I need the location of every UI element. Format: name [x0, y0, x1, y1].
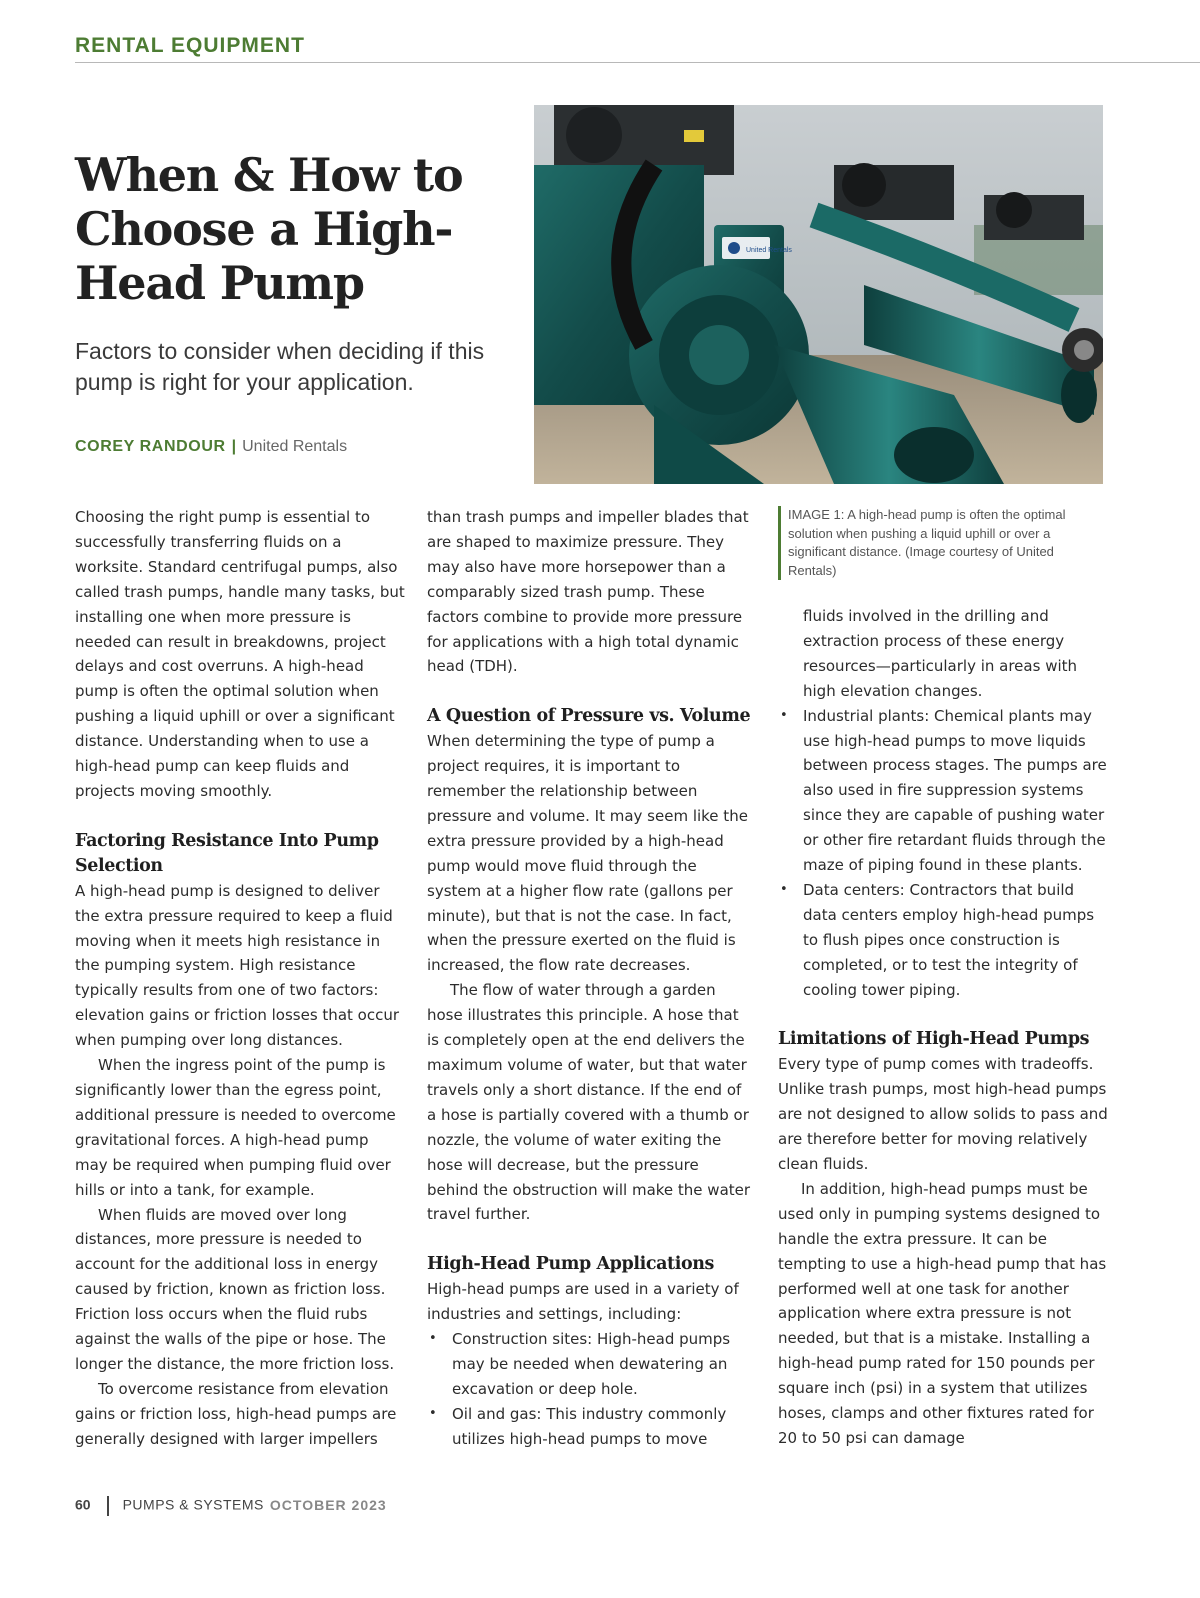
section-heading: High-Head Pump Applications [427, 1254, 714, 1275]
paragraph: than trash pumps and impeller blades that are shaped to maximize pressure. They may also have more horsepower than a comparably sized trash pump. These factors combine to provide more pressure for applications with a high total dynamic head (TDH). [427, 508, 749, 676]
column-1 [75, 505, 405, 1452]
author-name: COREY RANDOUR [75, 438, 226, 455]
bullet-list [778, 604, 1108, 1003]
article-title: When & How to Choose a High-Head Pump [75, 148, 463, 310]
paragraph: Choosing the right pump is essential to successfully transferring fluids on a worksite. Standard centrifugal pumps, also called trash pumps, handle many tasks, but installing one when more pressure is needed can result in breakdowns, project delays and cost overruns. A high-head pump is often the optimal solution when pushing a liquid uphill or over a significant distance. Understanding when to use a high-head pump can keep fluids and projects moving smoothly. [75, 508, 405, 800]
section-heading: A Question of Pressure vs. Volume [427, 706, 751, 727]
section-heading: Limitations of High-Head Pumps [778, 1029, 1090, 1050]
section-heading: Factoring Resistance Into Pump Selection [75, 830, 379, 876]
list-item: • Industrial plants: Chemical plants may use high-head pumps to move liquids between process stages. The pumps are also used in fire suppression systems since they are capable of pushing water or other fire retardant fluids through the maze of piping found in these plants. [778, 704, 1108, 878]
column-2 [427, 505, 752, 1452]
page-footer [75, 1496, 387, 1516]
paragraph: When the ingress point of the pump is significantly lower than the egress point, additional pressure is needed to overcome gravitational forces. A high-head pump may be required when pumping fluid over hills or into a tank, for example. [75, 1056, 396, 1199]
section-label: RENTAL EQUIPMENT [75, 34, 305, 57]
paragraph: In addition, high-head pumps must be used only in pumping systems designed to handle the extra pressure. It can be tempting to use a high-head pump that has performed well at one task for another application where extra pressure is not needed, but that is a mistake. Installing a high-head pump rated for 150 pounds per square inch (psi) in a system that utilizes hoses, clamps and other fixtures rated for 20 to 50 psi can damage [778, 1179, 1107, 1447]
paragraph: A high-head pump is designed to deliver the extra pressure required to keep a fluid moving when it meets high resistance in the pumping system. High resistance typically results from one of two factors: elevation gains or friction losses that occur when pumping over long distances. [75, 881, 400, 1050]
bullet-list [427, 1327, 752, 1452]
byline [75, 438, 347, 456]
list-item: • Data centers: Contractors that build data centers employ high-head pumps to flush pipes once construction is completed, or to test the integrity of cooling tower piping. [778, 878, 1108, 1003]
paragraph: High-head pumps are used in a variety of industries and settings, including: [427, 1280, 739, 1324]
list-item-continued: fluids involved in the drilling and extraction process of these energy resources—particularly in areas with high elevation changes. [803, 607, 1078, 700]
badge-text: United Rentals [746, 247, 792, 254]
paragraph: The flow of water through a garden hose illustrates this principle. A hose that is completely open at the end delivers the maximum volume of water, but that water travels only a short distance. If the end of a hose is partially covered with a thumb or nozzle, the volume of water exiting the hose will decrease, but the pressure behind the obstruction will make the water travel further. [427, 981, 751, 1224]
paragraph: When determining the type of pump a project requires, it is important to remember the relationship between pressure and volume. It may seem like the extra pressure provided by a high-head pump would move fluid through the system at a higher flow rate (gallons per minute), but that is not the case. In fact, when the pressure exerted on the fluid is increased, the flow rate decreases. [427, 732, 748, 975]
column-3 [778, 604, 1108, 1451]
magazine-name: PUMPS & SYSTEMS [122, 1496, 264, 1513]
byline-separator: | [231, 438, 237, 455]
issue-date: OCTOBER 2023 [269, 1496, 387, 1513]
list-item: • Oil and gas: This industry commonly utilizes high-head pumps to move [427, 1402, 752, 1452]
photo-caption: IMAGE 1: A high-head pump is often the optimal solution when pushing a liquid uphill or over a significant distance. (Image courtesy of United Rentals) [778, 506, 1103, 580]
author-organization: United Rentals [242, 438, 348, 455]
article-subtitle: Factors to consider when deciding if this pump is right for your application. [75, 338, 485, 395]
list-item: • Construction sites: High-head pumps may be needed when dewatering an excavation or deep hole. [427, 1327, 752, 1402]
paragraph: When fluids are moved over long distances, more pressure is needed to account for the additional loss in energy caused by friction, known as friction loss. Friction loss occurs when the fluid rubs against the walls of the pipe or hose. The longer the distance, the more friction loss. [75, 1205, 395, 1373]
section-divider [75, 62, 1200, 63]
paragraph: Every type of pump comes with tradeoffs. Unlike trash pumps, most high-head pumps are not designed to allow solids to pass and are therefore better for moving relatively clean fluids. [778, 1055, 1108, 1174]
pump-photo [534, 105, 1103, 484]
page-number: 60 [75, 1496, 91, 1513]
paragraph: To overcome resistance from elevation gains or friction loss, high-head pumps are generally designed with larger impellers [75, 1379, 397, 1448]
pump-illustration [534, 105, 1103, 484]
footer-divider [107, 1496, 109, 1516]
